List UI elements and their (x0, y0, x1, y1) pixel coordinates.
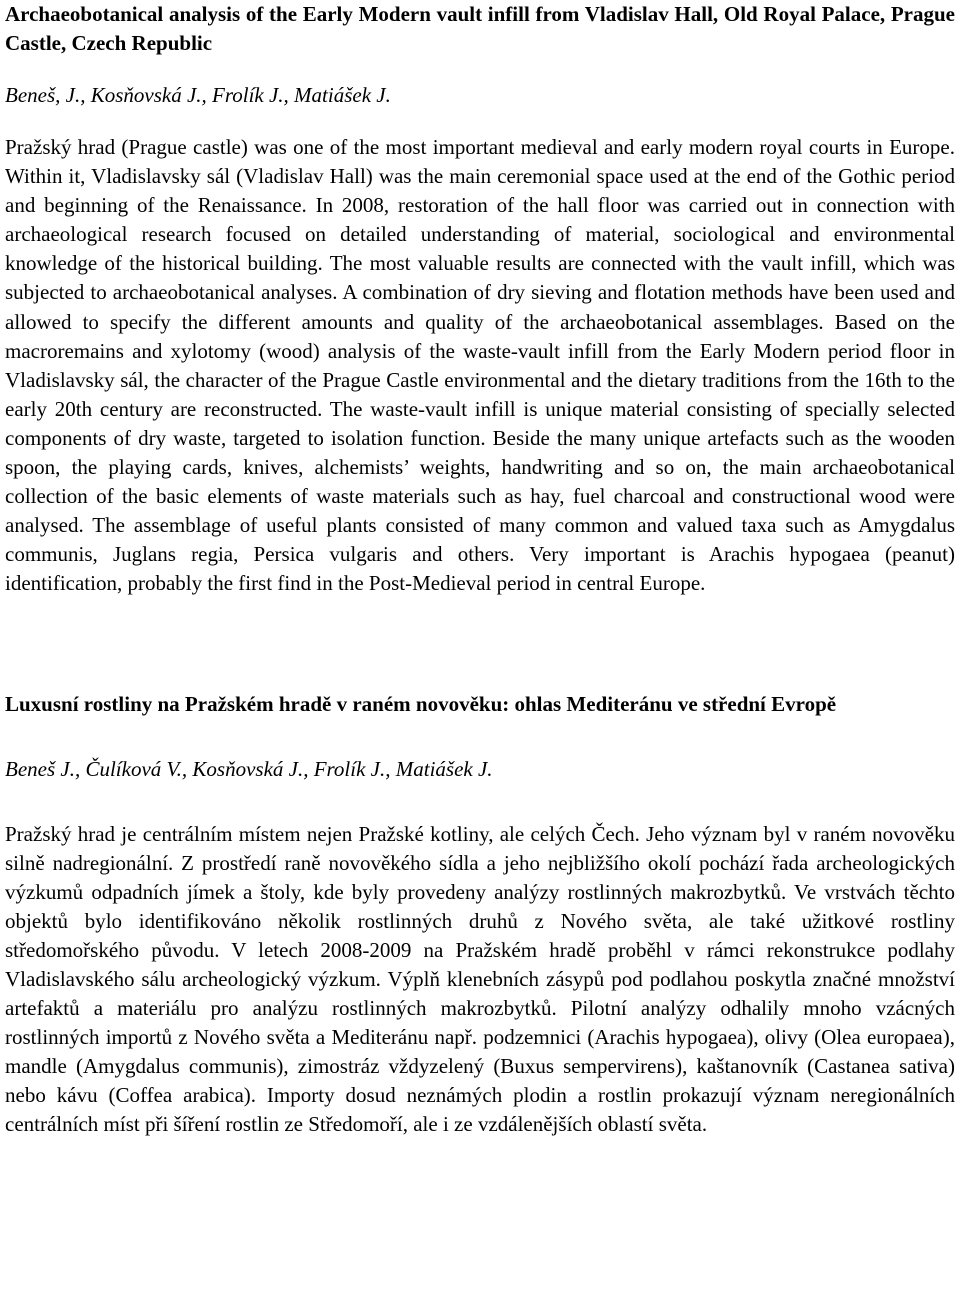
article-english (5, 0, 955, 599)
article-title: Luxusní rostliny na Pražském hradě v raném novověku: ohlas Mediteránu ve střední Evropě (5, 691, 837, 716)
article-czech (5, 690, 955, 1140)
article-abstract: Pražský hrad je centrálním místem nejen Pražské kotliny, ale celých Čech. Jeho význam byl v raném novověku silně nadregionální. Z prostředí raně novověkého sídla a jeho nejbližšího okolí pochází řada archeologických výzkumů odpadních jímek a štoly, kde byly provedeny analýzy rostlinných makrozbytků. Ve vrstvách těchto objektů bylo identifikováno několik rostlinných druhů z Nového světa, ale také užitkové rostliny středomořského původu. V letech 2008-2009 na Pražském hradě proběhl v rámci rekonstrukce podlahy Vladislavského sálu archeologický výzkum. Výplň klenebních zásypů pod podlahou poskytla značné množství artefaktů a materiálu pro analýzu rostlinných makrozbytků. Pilotní analýzy odhalily mnoho vzácných rostlinných importů z Nového světa a Mediteránu např. podzemnici (Arachis hypogaea), olivy (Olea europaea), mandle (Amygdalus communis), zimostráz vždyzelený (Buxus sempervirens), kaštanovník (Castanea sativa) nebo kávu (Coffea arabica). Importy dosud neznámých plodin a rostlin prokazují význam neregionálních centrálních míst při šíření rostlin ze Středomoří, ale i ze vzdálenějších oblastí světa. (5, 821, 955, 1137)
article-title: Archaeobotanical analysis of the Early Modern vault infill from Vladislav Hall, Old Royal Palace, Prague Castle, Czech Republic (5, 2, 955, 55)
article-authors: Beneš, J., Kosňovská J., Frolík J., Matiášek J. (5, 83, 391, 107)
article-authors: Beneš J., Čulíková V., Kosňovská J., Frolík J., Matiášek J. (5, 756, 493, 781)
document-page (5, 0, 955, 1140)
article-abstract: Pražský hrad (Prague castle) was one of the most important medieval and early modern royal courts in Europe. Within it, Vladislavsky sál (Vladislav Hall) was the main ceremonial space used at the end of the Gothic period and beginning of the Renaissance. In 2008, restoration of the hall floor was carried out in connection with archaeological research focused on detailed understanding of material, sociological and environmental knowledge of the historical building. The most valuable results are connected with the vault infill, which was subjected to archaeobotanical analyses. A combination of dry sieving and flotation methods have been used and allowed to specify the different amounts and quality of the archaeobotanical assemblages. Based on the macroremains and xylotomy (wood) analysis of the waste-vault infill from the Early Modern period floor in Vladislavsky sál, the character of the Prague Castle environmental and the dietary traditions from the 16th to the early 20th century are reconstructed. The waste-vault infill is unique material consisting of specially selected components of dry waste, targeted to isolation function. Beside the many unique artefacts such as the wooden spoon, the playing cards, knives, alchemists’ weights, handwriting and so on, the main archaeobotanical collection of the basic elements of waste materials such as hay, fuel charcoal and constructional wood were analysed. The assemblage of useful plants consisted of many common and valued taxa such as Amygdalus communis, Juglans regia, Persica vulgaris and others. Very important is Arachis hypogaea (peanut) identification, probably the first find in the Post-Medieval period in central Europe. (5, 135, 955, 596)
